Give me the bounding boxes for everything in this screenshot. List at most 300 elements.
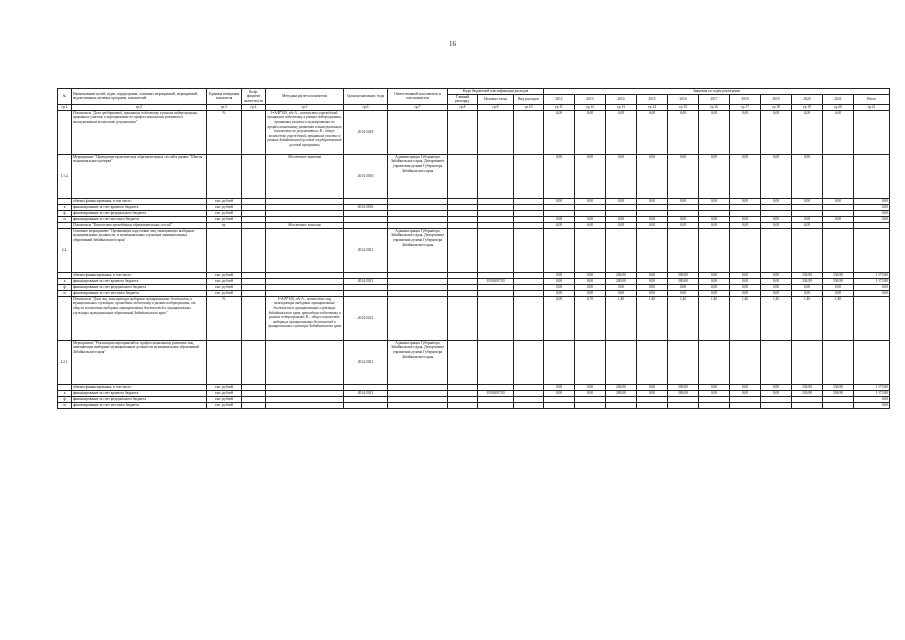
- row-year-value: 0,00: [668, 222, 699, 228]
- table-row: [58, 296, 890, 340]
- row-number: ф: [58, 396, 72, 402]
- row-year-value: 0,00: [823, 216, 854, 222]
- row-year-value: 0,00: [637, 272, 668, 278]
- row-year-value: 0,00: [668, 154, 699, 198]
- header-name: Наименование целей, задач, подпрограмм, основных мероприятий, мероприятий, ведомственных целевых программ, показателей: [72, 89, 207, 105]
- row-year-value: 0,00: [730, 290, 761, 296]
- row-year-value: 0,00: [606, 154, 637, 198]
- row-year-value: [544, 340, 575, 384]
- row-year-value: 1,40: [637, 296, 668, 340]
- row-name: Мероприятие "Проведение практических образовательных сессий в рамках "Школы муниципального резерва": [72, 154, 207, 198]
- row-year-value: 0,00: [823, 198, 854, 204]
- column-number: гр.9: [478, 104, 514, 110]
- row-year-value: 0,00: [575, 384, 606, 390]
- row-year-value: 0,00: [761, 272, 792, 278]
- row-year-value: 0,00: [637, 198, 668, 204]
- row-year-value: 0,00: [761, 290, 792, 296]
- row-number: м: [58, 290, 72, 296]
- row-year-value: 0,00: [823, 284, 854, 290]
- row-kbk-vr: [514, 154, 544, 198]
- row-year-value: 0,00: [699, 272, 730, 278]
- column-number: гр.5: [266, 104, 344, 110]
- column-number: гр.2: [72, 104, 207, 110]
- row-year-value: [730, 402, 761, 408]
- row-year-value: 0,00: [637, 222, 668, 228]
- row-coef: [242, 340, 266, 384]
- row-number: ф: [58, 284, 72, 290]
- row-number: 2.2.: [58, 228, 72, 272]
- header-values-group: Значения по годам реализации: [544, 89, 890, 95]
- column-number: гр.4: [242, 104, 266, 110]
- row-year-value: 0,00: [575, 216, 606, 222]
- row-total: 1 173,80: [854, 272, 890, 278]
- row-year-value: 1,40: [730, 296, 761, 340]
- column-number: гр.21: [854, 104, 890, 110]
- row-coef: [242, 228, 266, 272]
- row-year-value: 0,00: [575, 198, 606, 204]
- row-year-value: 0,00: [699, 198, 730, 204]
- row-year-value: 0,00: [761, 222, 792, 228]
- row-unit: тыс. рублей: [207, 384, 242, 390]
- row-unit: тыс. рублей: [207, 278, 242, 284]
- row-year-value: 0,00: [544, 154, 575, 198]
- row-responsible: Администрация Губернатора Забайкальского края, Департамент управления делами Губернатора Забайкальского края: [388, 228, 448, 272]
- row-year-value: [792, 402, 823, 408]
- row-year-value: [575, 402, 606, 408]
- row-year-value: 0,00: [823, 110, 854, 154]
- row-year-value: 336,90: [823, 272, 854, 278]
- row-kbk-gr: [448, 154, 478, 198]
- header-year: 2018: [730, 94, 761, 104]
- row-unit: тыс. рублей: [207, 272, 242, 278]
- row-name: финансирование за счет федерального бюджета: [72, 396, 207, 402]
- row-year-value: 0,00: [668, 284, 699, 290]
- row-unit: тыс. рублей: [207, 210, 242, 216]
- row-year-value: 0,00: [761, 284, 792, 290]
- row-year-value: [761, 228, 792, 272]
- row-kbk-gr: [448, 296, 478, 340]
- column-number: гр.1: [58, 104, 72, 110]
- row-total: 1 173,80: [854, 384, 890, 390]
- row-number: а: [58, 204, 72, 210]
- row-year-value: 200,00: [606, 278, 637, 284]
- row-kbk-cs: [478, 110, 514, 154]
- row-term: 2014-2021: [344, 296, 388, 340]
- row-kbk-vr: [514, 296, 544, 340]
- row-total: 0,00: [854, 198, 890, 204]
- row-year-value: 0,00: [637, 390, 668, 396]
- row-unit: тыс. рублей: [207, 290, 242, 296]
- row-responsible: Администрация Губернатора Забайкальского края, Департамент управления делами Губернатора Забайкальского края: [388, 154, 448, 198]
- row-name: Показатель "Доля лиц, замещающих выборные муниципальные должности, и муниципальных служащих, прошедших подготовку в рамках подпрограммы, от общего количества выборных муниципальных должностей и муниципальных служащих муниципальных образований Забайкальского края": [72, 296, 207, 340]
- header-kbk-group: Коды бюджетной классификации расходов: [448, 89, 544, 95]
- row-unit: [207, 228, 242, 272]
- row-name: Показатель "Доля предприятий, принявших подготовку в рамках подпрограммы, принявших участие в мероприятиях по профессиональному развитию в вышеуказанном количестве результатов": [72, 110, 207, 154]
- row-total: 0,00: [854, 216, 890, 222]
- row-name: объемы финансирования, в том числе:: [72, 272, 207, 278]
- row-year-value: 0,00: [761, 390, 792, 396]
- row-total: 0,00: [854, 204, 890, 210]
- row-responsible: [388, 110, 448, 154]
- row-year-value: 0,00: [792, 222, 823, 228]
- row-year-value: 0,00: [761, 154, 792, 198]
- row-unit: тыс. рублей: [207, 198, 242, 204]
- row-year-value: 0,00: [637, 284, 668, 290]
- row-total: [854, 228, 890, 272]
- row-year-value: 0,00: [606, 198, 637, 204]
- row-year-value: 0,00: [668, 290, 699, 296]
- row-year-value: [668, 340, 699, 384]
- row-year-value: [699, 402, 730, 408]
- row-term: 2014-2016: [344, 204, 388, 210]
- row-kbk-cs: 1920209720: [478, 278, 514, 284]
- column-number: гр.20: [823, 104, 854, 110]
- row-name: финансирование за счет федерального бюджета: [72, 284, 207, 290]
- row-unit: %: [207, 110, 242, 154]
- row-unit: тыс. рублей: [207, 204, 242, 210]
- row-year-value: 0,00: [792, 154, 823, 198]
- row-year-value: 0,00: [823, 290, 854, 296]
- header-year: 2020: [792, 94, 823, 104]
- row-method: [266, 340, 344, 384]
- row-year-value: 336,90: [792, 384, 823, 390]
- row-year-value: 0,00: [544, 284, 575, 290]
- row-year-value: 0,00: [637, 384, 668, 390]
- row-year-value: 0,00: [606, 284, 637, 290]
- row-year-value: 200,00: [606, 272, 637, 278]
- row-year-value: 0,00: [606, 110, 637, 154]
- row-year-value: 336,90: [792, 390, 823, 396]
- row-year-value: 0,00: [544, 110, 575, 154]
- column-number: гр.18: [761, 104, 792, 110]
- row-unit: тыс. рублей: [207, 402, 242, 408]
- row-year-value: 0,00: [792, 198, 823, 204]
- row-term: 2014-2021: [344, 390, 388, 396]
- row-name: объемы финансирования, в том числе:: [72, 198, 207, 204]
- row-year-value: 0,00: [699, 390, 730, 396]
- table-row: [58, 110, 890, 154]
- row-name: финансирование за счет краевого бюджета: [72, 390, 207, 396]
- row-year-value: 0,00: [544, 222, 575, 228]
- row-year-value: 0,00: [544, 272, 575, 278]
- row-number: а: [58, 390, 72, 396]
- row-number: 1.1.2.: [58, 154, 72, 198]
- column-number: гр.7: [388, 104, 448, 110]
- row-year-value: 1,40: [761, 296, 792, 340]
- column-number: гр.13: [606, 104, 637, 110]
- row-year-value: [761, 402, 792, 408]
- row-year-value: [606, 228, 637, 272]
- row-year-value: [699, 228, 730, 272]
- row-year-value: 0,00: [730, 198, 761, 204]
- row-method: Абсолютное значение: [266, 222, 344, 228]
- header-method: Методика расчета показателя: [266, 89, 344, 105]
- row-year-value: 0,00: [575, 272, 606, 278]
- header-total: Итого: [854, 94, 890, 104]
- row-kbk-gr: [448, 110, 478, 154]
- row-number: [58, 296, 72, 340]
- row-unit: тыс. рублей: [207, 284, 242, 290]
- row-name: финансирование за счет местного бюджета: [72, 290, 207, 296]
- column-number: гр.8: [448, 104, 478, 110]
- header-year: 2021: [823, 94, 854, 104]
- row-kbk-cs: 1920209720: [478, 390, 514, 396]
- row-year-value: 0,00: [544, 216, 575, 222]
- header-year: 2019: [761, 94, 792, 104]
- row-responsible: [388, 402, 448, 408]
- table-row: [58, 402, 890, 408]
- row-unit: %: [207, 296, 242, 340]
- row-year-value: 1,40: [668, 296, 699, 340]
- row-name: объемы финансирования, в том числе:: [72, 384, 207, 390]
- row-unit: тыс. рублей: [207, 396, 242, 402]
- row-year-value: [823, 402, 854, 408]
- row-year-value: [575, 228, 606, 272]
- row-year-value: 0,00: [699, 216, 730, 222]
- row-coef: [242, 110, 266, 154]
- row-total: 0,00: [854, 290, 890, 296]
- row-year-value: [823, 228, 854, 272]
- row-year-value: 0,00: [699, 384, 730, 390]
- row-year-value: 1,40: [792, 296, 823, 340]
- row-number: м: [58, 216, 72, 222]
- row-kbk-vr: [514, 228, 544, 272]
- header-unit: Единица измерения показателя: [207, 89, 242, 105]
- row-year-value: 0,00: [668, 198, 699, 204]
- row-year-value: 1,40: [699, 296, 730, 340]
- row-year-value: [637, 228, 668, 272]
- row-year-value: 0,00: [699, 110, 730, 154]
- row-name: финансирование за счет местного бюджета: [72, 402, 207, 408]
- row-year-value: 0,00: [575, 290, 606, 296]
- row-year-value: [668, 402, 699, 408]
- row-year-value: [575, 340, 606, 384]
- column-number: гр.10: [514, 104, 544, 110]
- row-kbk-cs: [478, 228, 514, 272]
- row-year-value: 0,00: [699, 154, 730, 198]
- row-year-value: 0,00: [792, 290, 823, 296]
- row-number: 2.2.1.: [58, 340, 72, 384]
- row-year-value: 0,00: [761, 110, 792, 154]
- row-total: 1 173,80: [854, 390, 890, 396]
- row-year-value: 300,00: [668, 390, 699, 396]
- row-year-value: 0,00: [699, 222, 730, 228]
- column-number: гр.15: [668, 104, 699, 110]
- row-year-value: 0,00: [606, 216, 637, 222]
- page-number: 16: [449, 40, 456, 48]
- program-table: [57, 88, 890, 409]
- row-total: 0,00: [854, 210, 890, 216]
- row-year-value: 0,00: [575, 222, 606, 228]
- row-term: [344, 402, 388, 408]
- row-term: 2014-2021: [344, 228, 388, 272]
- row-year-value: 0,70: [575, 296, 606, 340]
- row-kbk-vr: [514, 340, 544, 384]
- row-year-value: 0,00: [575, 154, 606, 198]
- row-unit: [207, 154, 242, 198]
- row-year-value: 0,00: [792, 216, 823, 222]
- row-year-value: 0,00: [730, 216, 761, 222]
- row-name: финансирование за счет краевого бюджета: [72, 278, 207, 284]
- row-year-value: [544, 228, 575, 272]
- row-year-value: 0,00: [637, 290, 668, 296]
- header-kbk-gr: Главный распоряд.: [448, 94, 478, 104]
- header-year: 2013: [575, 94, 606, 104]
- row-coef: [242, 402, 266, 408]
- row-year-value: 200,00: [606, 390, 637, 396]
- row-responsible: [388, 296, 448, 340]
- table-row: [58, 154, 890, 198]
- column-number: гр.19: [792, 104, 823, 110]
- row-year-value: 0,00: [637, 110, 668, 154]
- row-year-value: 0,00: [544, 384, 575, 390]
- row-year-value: [823, 154, 854, 198]
- row-year-value: 0,00: [730, 222, 761, 228]
- column-number: гр.11: [544, 104, 575, 110]
- row-name: финансирование за счет краевого бюджета: [72, 204, 207, 210]
- row-coef: [242, 296, 266, 340]
- row-kbk-vr: [514, 402, 544, 408]
- row-year-value: [730, 340, 761, 384]
- row-year-value: 0,00: [792, 110, 823, 154]
- header-year: 2016: [668, 94, 699, 104]
- table-row: [58, 228, 890, 272]
- row-unit: [207, 340, 242, 384]
- row-unit: тыс. рублей: [207, 216, 242, 222]
- row-method: Абсолютное значение: [266, 154, 344, 198]
- row-year-value: 0,00: [544, 278, 575, 284]
- row-name: Показатель "Количество проведённых образовательных сессий": [72, 222, 207, 228]
- row-year-value: 0,00: [730, 390, 761, 396]
- row-year-value: 0,00: [761, 216, 792, 222]
- row-kbk-cs: [478, 402, 514, 408]
- column-number: гр.16: [699, 104, 730, 110]
- row-year-value: 300,00: [668, 384, 699, 390]
- row-year-value: 0,00: [730, 278, 761, 284]
- row-year-value: 0,00: [730, 272, 761, 278]
- row-year-value: 0,00: [544, 390, 575, 396]
- row-year-value: [792, 228, 823, 272]
- row-kbk-cs: [478, 340, 514, 384]
- row-number: а: [58, 278, 72, 284]
- row-term: 2014-2016: [344, 154, 388, 198]
- row-name: Основное мероприятие "Организация подготовки лиц, замещающих выборные муниципальные должности, и муниципальных служащих муниципальных образований Забайкальского края": [72, 228, 207, 272]
- header-year: 2017: [699, 94, 730, 104]
- row-year-value: 0,00: [730, 110, 761, 154]
- row-year-value: [544, 402, 575, 408]
- row-number: [58, 110, 72, 154]
- row-year-value: 0,00: [699, 278, 730, 284]
- row-year-value: 300,00: [668, 272, 699, 278]
- row-year-value: 0,00: [792, 284, 823, 290]
- header-coef: Коэф-фициент значи-мости: [242, 89, 266, 105]
- table-row: [58, 340, 890, 384]
- row-year-value: 0,00: [606, 222, 637, 228]
- header-no: №: [58, 89, 72, 105]
- row-total: 0,00: [854, 402, 890, 408]
- row-unit: тыс. рублей: [207, 390, 242, 396]
- row-total: 1 173,80: [854, 278, 890, 284]
- row-year-value: 0,00: [699, 284, 730, 290]
- row-kbk-cs: [478, 296, 514, 340]
- row-year-value: [823, 340, 854, 384]
- row-total: [854, 154, 890, 198]
- row-number: м: [58, 402, 72, 408]
- row-year-value: [730, 228, 761, 272]
- row-year-value: 336,90: [823, 278, 854, 284]
- column-number: гр.12: [575, 104, 606, 110]
- row-year-value: 0,00: [699, 290, 730, 296]
- row-year-value: 0,00: [575, 110, 606, 154]
- row-year-value: [637, 402, 668, 408]
- row-year-value: 0,00: [730, 154, 761, 198]
- row-year-value: [637, 340, 668, 384]
- row-year-value: 336,90: [823, 384, 854, 390]
- row-year-value: [761, 340, 792, 384]
- row-year-value: 0,00: [575, 390, 606, 396]
- row-year-value: 336,90: [792, 278, 823, 284]
- header-year: 2014: [606, 94, 637, 104]
- row-year-value: 0,00: [637, 216, 668, 222]
- row-year-value: 0,00: [575, 284, 606, 290]
- row-year-value: 336,90: [823, 390, 854, 396]
- row-year-value: [606, 340, 637, 384]
- header-resp: Ответственный исполнитель и соисполнители: [388, 89, 448, 105]
- row-year-value: 0,00: [637, 154, 668, 198]
- row-year-value: 0,00: [761, 278, 792, 284]
- row-year-value: 1,40: [823, 296, 854, 340]
- row-year-value: 0,00: [544, 290, 575, 296]
- row-year-value: 0,00: [668, 216, 699, 222]
- row-year-value: [699, 340, 730, 384]
- row-total: 0,00: [854, 284, 890, 290]
- column-number: гр.17: [730, 104, 761, 110]
- row-kbk-gr: [448, 340, 478, 384]
- header-year: 2015: [637, 94, 668, 104]
- row-year-value: 0,00: [544, 198, 575, 204]
- column-number: гр.6: [344, 104, 388, 110]
- header-kbk-cs: Целевая статья: [478, 94, 514, 104]
- row-method: I=A/B*100, где A – количество лиц, замещающих выборные муниципальные должности и муниципальных служащих Забайкальского края, прошедших подготовку в рамках подпрограммы; B – общее количество выборных муниципальных должностей и муниципальных служащих Забайкальского края: [266, 296, 344, 340]
- header-term: Сроки реализации, годы: [344, 89, 388, 105]
- row-year-value: [606, 402, 637, 408]
- header-kbk-vr: Вид расходов: [514, 94, 544, 104]
- row-year-value: 0,00: [730, 384, 761, 390]
- row-year-value: 0,00: [761, 384, 792, 390]
- row-year-value: 200,00: [606, 384, 637, 390]
- row-year-value: 0,00: [606, 290, 637, 296]
- row-responsible: Администрация Губернатора Забайкальского края, Департамент управления делами Губернатора Забайкальского края: [388, 340, 448, 384]
- row-year-value: 0,00: [637, 278, 668, 284]
- row-total: [854, 296, 890, 340]
- row-year-value: 1,40: [606, 296, 637, 340]
- row-method: [266, 402, 344, 408]
- row-year-value: [792, 340, 823, 384]
- row-year-value: 336,90: [792, 272, 823, 278]
- row-year-value: 0,00: [668, 110, 699, 154]
- header-year: 2012: [544, 94, 575, 104]
- row-method: [266, 228, 344, 272]
- row-term: 2014-2018: [344, 110, 388, 154]
- row-year-value: 0,00: [544, 296, 575, 340]
- row-total: [854, 110, 890, 154]
- column-number: гр.3: [207, 104, 242, 110]
- row-method: I=A/B*100, где A – количество учреждений, принявших подготовку в рамках подпрограммы, принявших участие в мероприятиях по профессиональному развитию в вышеуказанном количестве по результатам; B – общее количество учреждений, принявших участие в рамках Забайкальской целевой государственной целевой программы: [266, 110, 344, 154]
- row-total: [854, 340, 890, 384]
- row-kbk-gr: [448, 402, 478, 408]
- row-total: 0,00: [854, 396, 890, 402]
- row-year-value: 300,00: [668, 278, 699, 284]
